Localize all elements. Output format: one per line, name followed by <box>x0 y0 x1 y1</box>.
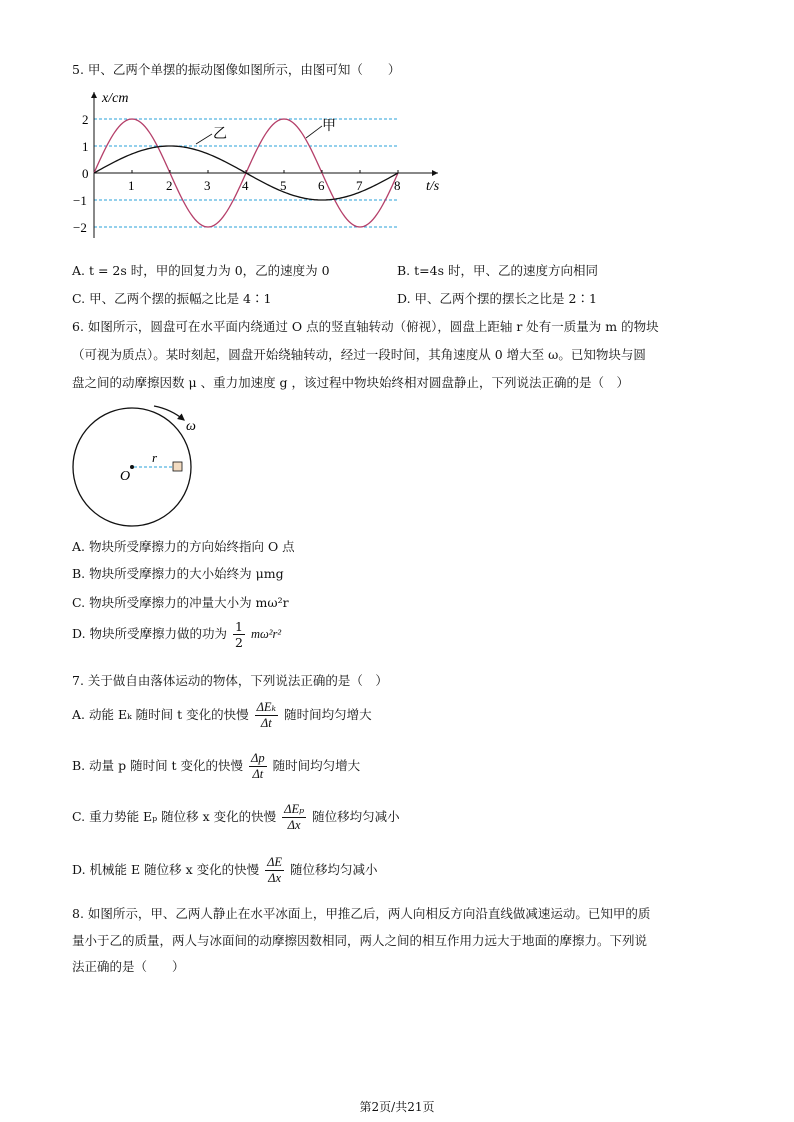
q6-stem-line2: （可视为质点）。某时刻起，圆盘开始绕轴转动，经过一段时间，其角速度从 0 增大至 ω。已知物块与圆 <box>72 347 646 362</box>
x-tick-label: 4 <box>242 178 249 193</box>
q8-line1: 8. 如图所示，甲、乙两人静止在水平冰面上，甲推乙后，两人向相反方向沿直线做减速运动。已知甲的质 <box>72 906 651 921</box>
q7-stem: 7. 关于做自由落体运动的物体，下列说法正确的是（ ） <box>72 673 388 688</box>
r-label: r <box>152 450 158 465</box>
x-tick-label: 1 <box>128 178 135 193</box>
x-tick-label: 8 <box>394 178 401 193</box>
fraction-half: $\frac{1}{2}$ <box>235 619 243 650</box>
q6-disc-figure <box>70 398 210 533</box>
y-axis-label: x/cm <box>102 91 129 106</box>
y-tick-label: 2 <box>82 112 89 127</box>
x-tick-label: 7 <box>356 178 363 193</box>
y-tick-label: −2 <box>73 220 87 235</box>
x-axis-label: t/s <box>426 179 440 194</box>
q5-option-a: A. t = 2s 时，甲的回复力为 0，乙的速度为 0 <box>72 263 330 278</box>
q7-option-c: C. 重力势能 Eₚ 随位移 x 变化的快慢 $\frac{\text{ΔEₚ}}{\Delta x}$ 随位移均匀减小 <box>72 802 400 832</box>
q7-option-d: D. 机械能 E 随位移 x 变化的快慢 $\frac{\Delta E}{\Delta x}$ 随位移均匀减小 <box>72 855 378 885</box>
q8-line3: 法正确的是（ ） <box>72 959 185 974</box>
label-jia-pointer <box>306 126 322 138</box>
q8-line2: 量小于乙的质量，两人与冰面间的动摩擦因数相同，两人之间的相互作用力远大于地面的摩擦力。下列说 <box>72 933 648 948</box>
y-tick-label: 1 <box>82 139 89 154</box>
page-number: 第2页/共21页 <box>359 1100 435 1114</box>
origin-label: 0 <box>82 166 89 181</box>
block <box>173 462 182 471</box>
q5-option-c: C. 甲、乙两个摆的振幅之比是 4∶1 <box>72 291 272 306</box>
label-jia: 甲 <box>322 119 336 134</box>
x-tick-label: 6 <box>318 178 325 193</box>
y-tick-label: −1 <box>73 193 87 208</box>
q7-option-b: B. 动量 p 随时间 t 变化的快慢 $\frac{\Delta p}{\Delta t}$ 随时间均匀增大 <box>72 751 361 781</box>
q6-option-d: D. 物块所受摩擦力做的功为 $\frac{1}{2}$ mω²r² <box>72 619 282 650</box>
center-point <box>130 465 134 469</box>
q7-option-a: A. 动能 Eₖ 随时间 t 变化的快慢 $\frac{\text{ΔEₖ}}{\Delta t}$ 随时间均匀增大 <box>72 700 372 730</box>
x-tick-label: 2 <box>166 178 173 193</box>
q6-option-c: C. 物块所受摩擦力的冲量大小为 mω²r <box>72 595 289 610</box>
q5-vibration-graph <box>70 86 460 246</box>
o-label: O <box>120 469 131 484</box>
omega-label: ω <box>186 419 196 434</box>
q5-option-d: D. 甲、乙两个摆的摆长之比是 2∶1 <box>397 291 597 306</box>
q6-stem-line1: 6. 如图所示，圆盘可在水平面内绕通过 O 点的竖直轴转动（俯视），圆盘上距轴 r 处有一质量为 m 的物块 <box>72 319 659 334</box>
rotation-arrow <box>154 406 184 420</box>
q5-stem: 5. 甲、乙两个单摆的振动图像如图所示，由图可知（ ） <box>72 62 401 77</box>
q5-option-b: B. t=4s 时，甲、乙的速度方向相同 <box>397 263 598 278</box>
q6-option-b: B. 物块所受摩擦力的大小始终为 μmg <box>72 566 284 581</box>
x-tick-label: 5 <box>280 178 287 193</box>
label-yi: 乙 <box>213 127 227 142</box>
q6-stem-line3: 盘之间的动摩擦因数 μ 、重力加速度 g ，该过程中物块始终相对圆盘静止，下列说法正确的是（ ） <box>72 375 630 390</box>
x-tick-label: 3 <box>204 178 211 193</box>
q6-option-a: A. 物块所受摩擦力的方向始终指向 O 点 <box>72 539 295 554</box>
label-yi-pointer <box>196 134 212 144</box>
